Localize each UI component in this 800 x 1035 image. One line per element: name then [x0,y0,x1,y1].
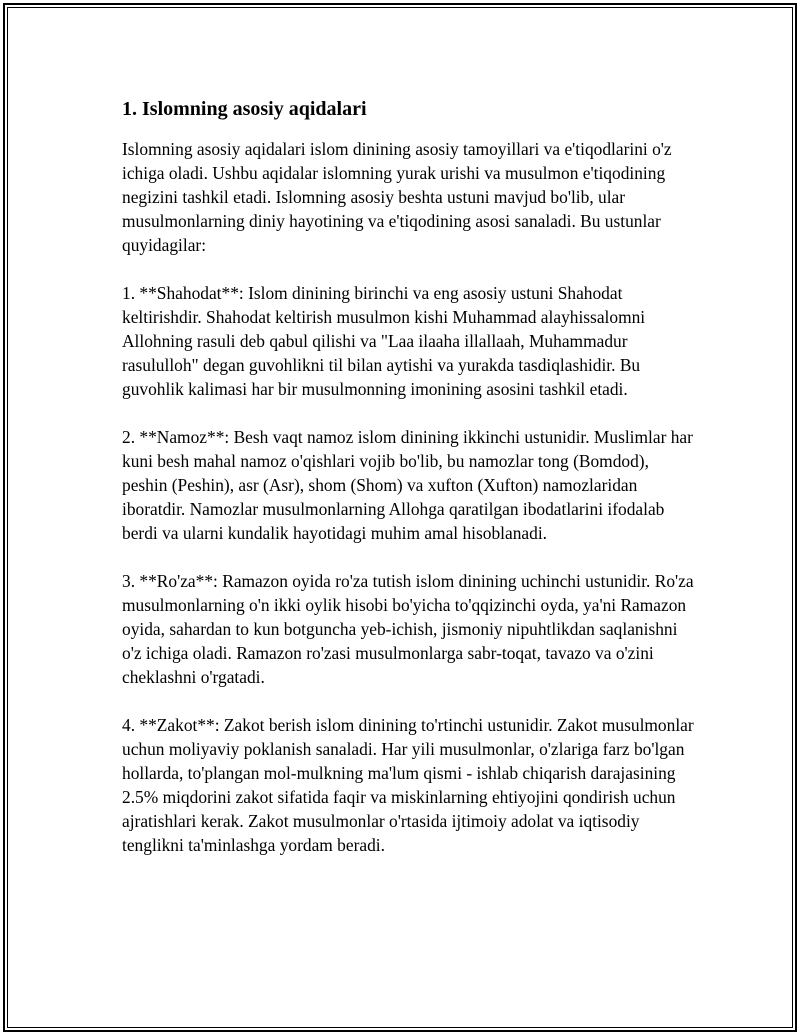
namoz-paragraph: 2. **Namoz**: Besh vaqt namoz islom dinining ikkinchi ustunidir. Muslimlar har kuni besh mahal namoz o'qishlari vojib bo'lib, bu namozlar tong (Bomdod), peshin (Peshin), asr (Asr), shom (Shom) va xufton (Xufton) namozlaridan iboratdir. Namozlar musulmonlarning Allohga qaratilgan ibodatlarini ifodalab berdi va ularni kundalik hayotidagi muhim amal hisoblanadi. [122,427,693,543]
page-border [3,3,797,1032]
shahodat-paragraph: 1. **Shahodat**: Islom dinining birinchi va eng asosiy ustuni Shahodat keltirishdir. Shahodat keltirish musulmon kishi Muhammad alayhissalomni Allohning rasuli deb qabul qilishi va "Laa ilaaha illallaah, Muhammadur rasululloh" degan guvohlikni til bilan aytishi va yurakda tasdiqlashidir. Bu guvohlik kalimasi har bir musulmonning imonining asosini tashkil etadi. [122,283,646,399]
roza-paragraph: 3. **Ro'za**: Ramazon oyida ro'za tutish islom dinining uchinchi ustunidir. Ro'za musulmonlarning o'n ikki oylik hisobi bo'yicha to'qqizinchi oyda, ya'ni Ramazon oyida, sahardan to kun botguncha yeb-ichish, jismoniy nipuhtlikdan saqlanishni o'z ichiga oladi. Ramazon ro'zasi musulmonlarga sabr-toqat, tavazo va o'zini cheklashni o'rgatadi. [122,571,694,687]
document-title: 1. Islomning asosiy aqidalari [122,98,367,120]
zakot-paragraph: 4. **Zakot**: Zakot berish islom dinining to'rtinchi ustunidir. Zakot musulmonlar uchun moliyaviy poklanish sanaladi. Har yili musulmonlar, o'zlariga farz bo'lgan hollarda, to'plangan mol-mulkning ma'lum qismi - ishlab chiqarish darajasining 2.5% miqdorini zakot sifatida faqir va miskinlarning ehtiyojini qondirish uchun ajratishlari kerak. Zakot musulmonlar o'rtasida ijtimoiy adolat va iqtisodiy tenglikni ta'minlashga yordam beradi. [122,715,694,855]
document-body [122,95,697,881]
intro-paragraph: Islomning asosiy aqidalari islom dinining asosiy tamoyillari va e'tiqodlarini o'z ichiga oladi. Ushbu aqidalar islomning yurak urishi va musulmon e'tiqodining negizini tashkil etadi. Islomning asosiy beshta ustuni mavjud bo'lib, ular musulmonlarning diniy hayotining va e'tiqodining asosi sanaladi. Bu ustunlar quyidagilar: [122,139,672,255]
